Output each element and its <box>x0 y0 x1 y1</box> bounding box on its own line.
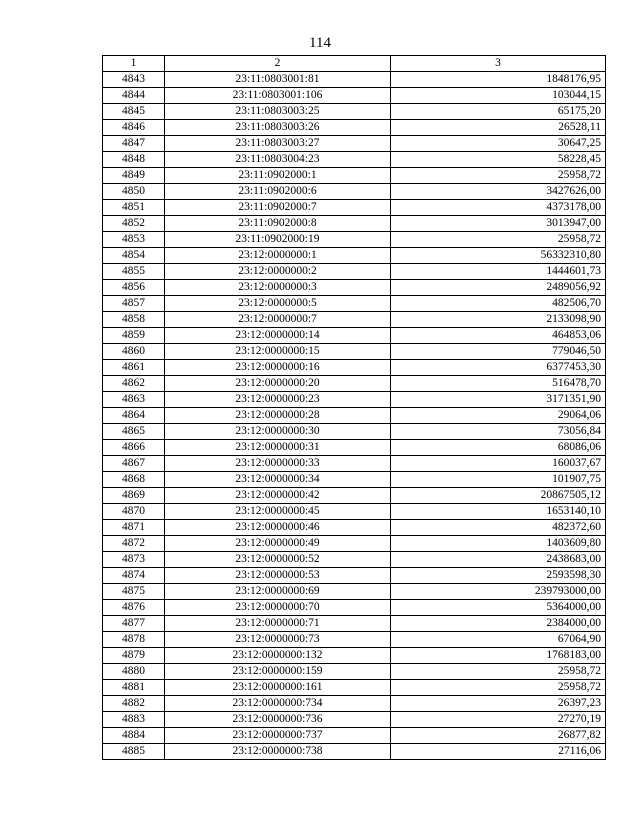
value-cell: 25958,72 <box>391 168 606 184</box>
row-number-cell: 4872 <box>103 536 165 552</box>
table-row <box>103 520 606 536</box>
row-number-cell: 4863 <box>103 392 165 408</box>
table-row <box>103 136 606 152</box>
cadastral-number-cell: 23:12:0000000:132 <box>165 648 391 664</box>
table-row <box>103 280 606 296</box>
row-number-cell: 4874 <box>103 568 165 584</box>
cadastral-number-cell: 23:12:0000000:46 <box>165 520 391 536</box>
value-cell: 25958,72 <box>391 680 606 696</box>
cadastral-number-cell: 23:12:0000000:3 <box>165 280 391 296</box>
row-number-cell: 4853 <box>103 232 165 248</box>
cadastral-number-cell: 23:12:0000000:736 <box>165 712 391 728</box>
value-cell: 6377453,30 <box>391 360 606 376</box>
column-header-2: 2 <box>165 56 391 72</box>
row-number-cell: 4852 <box>103 216 165 232</box>
cadastral-number-cell: 23:12:0000000:2 <box>165 264 391 280</box>
row-number-cell: 4880 <box>103 664 165 680</box>
row-number-cell: 4854 <box>103 248 165 264</box>
table-row <box>103 152 606 168</box>
value-cell: 2384000,00 <box>391 616 606 632</box>
cadastral-number-cell: 23:12:0000000:69 <box>165 584 391 600</box>
table-row <box>103 616 606 632</box>
table-row <box>103 344 606 360</box>
value-cell: 103044,15 <box>391 88 606 104</box>
row-number-cell: 4883 <box>103 712 165 728</box>
cadastral-number-cell: 23:12:0000000:49 <box>165 536 391 552</box>
value-cell: 20867505,12 <box>391 488 606 504</box>
value-cell: 27116,06 <box>391 744 606 760</box>
row-number-cell: 4885 <box>103 744 165 760</box>
cadastral-number-cell: 23:12:0000000:31 <box>165 440 391 456</box>
value-cell: 58228,45 <box>391 152 606 168</box>
header-row <box>103 56 606 72</box>
row-number-cell: 4876 <box>103 600 165 616</box>
cadastral-number-cell: 23:12:0000000:159 <box>165 664 391 680</box>
row-number-cell: 4844 <box>103 88 165 104</box>
value-cell: 25958,72 <box>391 232 606 248</box>
value-cell: 1848176,95 <box>391 72 606 88</box>
cadastral-number-cell: 23:11:0902000:8 <box>165 216 391 232</box>
row-number-cell: 4866 <box>103 440 165 456</box>
cadastral-number-cell: 23:12:0000000:20 <box>165 376 391 392</box>
table-row <box>103 120 606 136</box>
row-number-cell: 4847 <box>103 136 165 152</box>
cadastral-number-cell: 23:12:0000000:30 <box>165 424 391 440</box>
value-cell: 101907,75 <box>391 472 606 488</box>
cadastral-number-cell: 23:12:0000000:734 <box>165 696 391 712</box>
value-cell: 4373178,00 <box>391 200 606 216</box>
table-row <box>103 744 606 760</box>
row-number-cell: 4870 <box>103 504 165 520</box>
value-cell: 65175,20 <box>391 104 606 120</box>
cadastral-number-cell: 23:12:0000000:71 <box>165 616 391 632</box>
cadastral-number-cell: 23:12:0000000:28 <box>165 408 391 424</box>
cadastral-number-cell: 23:12:0000000:53 <box>165 568 391 584</box>
cadastral-number-cell: 23:11:0803001:106 <box>165 88 391 104</box>
value-cell: 2593598,30 <box>391 568 606 584</box>
value-cell: 3171351,90 <box>391 392 606 408</box>
value-cell: 1444601,73 <box>391 264 606 280</box>
value-cell: 5364000,00 <box>391 600 606 616</box>
table-row <box>103 72 606 88</box>
row-number-cell: 4861 <box>103 360 165 376</box>
cadastral-number-cell: 23:12:0000000:45 <box>165 504 391 520</box>
value-cell: 68086,06 <box>391 440 606 456</box>
value-cell: 30647,25 <box>391 136 606 152</box>
table-row <box>103 504 606 520</box>
value-cell: 160037,67 <box>391 456 606 472</box>
table-row <box>103 168 606 184</box>
row-number-cell: 4868 <box>103 472 165 488</box>
table-row <box>103 424 606 440</box>
cadastral-number-cell: 23:11:0902000:1 <box>165 168 391 184</box>
table-row <box>103 104 606 120</box>
table-row <box>103 472 606 488</box>
cadastral-number-cell: 23:12:0000000:34 <box>165 472 391 488</box>
row-number-cell: 4857 <box>103 296 165 312</box>
row-number-cell: 4848 <box>103 152 165 168</box>
table-row <box>103 200 606 216</box>
row-number-cell: 4845 <box>103 104 165 120</box>
table-row <box>103 696 606 712</box>
cadastral-number-cell: 23:11:0902000:19 <box>165 232 391 248</box>
cadastral-number-cell: 23:11:0803003:25 <box>165 104 391 120</box>
row-number-cell: 4878 <box>103 632 165 648</box>
table-row <box>103 632 606 648</box>
cadastral-number-cell: 23:12:0000000:52 <box>165 552 391 568</box>
row-number-cell: 4869 <box>103 488 165 504</box>
cadastral-number-cell: 23:12:0000000:161 <box>165 680 391 696</box>
table-row <box>103 648 606 664</box>
table-row <box>103 184 606 200</box>
row-number-cell: 4865 <box>103 424 165 440</box>
table-row <box>103 456 606 472</box>
value-cell: 482506,70 <box>391 296 606 312</box>
table-header <box>103 56 606 72</box>
cadastral-number-cell: 23:12:0000000:73 <box>165 632 391 648</box>
cadastral-number-cell: 23:12:0000000:7 <box>165 312 391 328</box>
table-row <box>103 728 606 744</box>
cadastral-number-cell: 23:11:0803003:27 <box>165 136 391 152</box>
table-row <box>103 328 606 344</box>
row-number-cell: 4884 <box>103 728 165 744</box>
cadastral-number-cell: 23:12:0000000:42 <box>165 488 391 504</box>
cadastral-number-cell: 23:12:0000000:15 <box>165 344 391 360</box>
cadastral-number-cell: 23:11:0803001:81 <box>165 72 391 88</box>
table-row <box>103 360 606 376</box>
table-row <box>103 680 606 696</box>
table-row <box>103 584 606 600</box>
value-cell: 26397,23 <box>391 696 606 712</box>
table-body <box>103 72 606 760</box>
value-cell: 67064,90 <box>391 632 606 648</box>
table-row <box>103 408 606 424</box>
table-row <box>103 440 606 456</box>
value-cell: 3427626,00 <box>391 184 606 200</box>
table-row <box>103 664 606 680</box>
value-cell: 482372,60 <box>391 520 606 536</box>
cadastral-number-cell: 23:11:0902000:6 <box>165 184 391 200</box>
cadastral-number-cell: 23:12:0000000:16 <box>165 360 391 376</box>
cadastral-number-cell: 23:11:0803004:23 <box>165 152 391 168</box>
value-cell: 26877,82 <box>391 728 606 744</box>
row-number-cell: 4877 <box>103 616 165 632</box>
row-number-cell: 4846 <box>103 120 165 136</box>
value-cell: 2489056,92 <box>391 280 606 296</box>
row-number-cell: 4859 <box>103 328 165 344</box>
column-header-1: 1 <box>103 56 165 72</box>
value-cell: 1653140,10 <box>391 504 606 520</box>
cadastral-number-cell: 23:12:0000000:1 <box>165 248 391 264</box>
table-row <box>103 264 606 280</box>
value-cell: 27270,19 <box>391 712 606 728</box>
table-row <box>103 232 606 248</box>
table-row <box>103 88 606 104</box>
row-number-cell: 4858 <box>103 312 165 328</box>
row-number-cell: 4850 <box>103 184 165 200</box>
value-cell: 2133098,90 <box>391 312 606 328</box>
value-cell: 464853,06 <box>391 328 606 344</box>
cadastral-number-cell: 23:12:0000000:737 <box>165 728 391 744</box>
column-header-3: 3 <box>391 56 606 72</box>
table-row <box>103 376 606 392</box>
row-number-cell: 4856 <box>103 280 165 296</box>
table-row <box>103 536 606 552</box>
table-row <box>103 568 606 584</box>
cadastral-number-cell: 23:12:0000000:5 <box>165 296 391 312</box>
table-row <box>103 312 606 328</box>
value-cell: 25958,72 <box>391 664 606 680</box>
value-cell: 1768183,00 <box>391 648 606 664</box>
row-number-cell: 4855 <box>103 264 165 280</box>
table-row <box>103 552 606 568</box>
value-cell: 29064,06 <box>391 408 606 424</box>
row-number-cell: 4849 <box>103 168 165 184</box>
row-number-cell: 4881 <box>103 680 165 696</box>
row-number-cell: 4864 <box>103 408 165 424</box>
row-number-cell: 4873 <box>103 552 165 568</box>
registry-table <box>102 55 606 760</box>
row-number-cell: 4879 <box>103 648 165 664</box>
table-row <box>103 216 606 232</box>
table-row <box>103 392 606 408</box>
table-row <box>103 600 606 616</box>
value-cell: 1403609,80 <box>391 536 606 552</box>
row-number-cell: 4862 <box>103 376 165 392</box>
value-cell: 3013947,00 <box>391 216 606 232</box>
row-number-cell: 4871 <box>103 520 165 536</box>
table-row <box>103 712 606 728</box>
cadastral-number-cell: 23:12:0000000:23 <box>165 392 391 408</box>
row-number-cell: 4875 <box>103 584 165 600</box>
value-cell: 239793000,00 <box>391 584 606 600</box>
row-number-cell: 4882 <box>103 696 165 712</box>
table-row <box>103 488 606 504</box>
cadastral-number-cell: 23:12:0000000:738 <box>165 744 391 760</box>
cadastral-number-cell: 23:12:0000000:70 <box>165 600 391 616</box>
cadastral-number-cell: 23:12:0000000:14 <box>165 328 391 344</box>
row-number-cell: 4867 <box>103 456 165 472</box>
value-cell: 516478,70 <box>391 376 606 392</box>
value-cell: 2438683,00 <box>391 552 606 568</box>
value-cell: 73056,84 <box>391 424 606 440</box>
value-cell: 779046,50 <box>391 344 606 360</box>
cadastral-number-cell: 23:12:0000000:33 <box>165 456 391 472</box>
table-row <box>103 248 606 264</box>
value-cell: 26528,11 <box>391 120 606 136</box>
table-row <box>103 296 606 312</box>
row-number-cell: 4843 <box>103 72 165 88</box>
cadastral-number-cell: 23:11:0902000:7 <box>165 200 391 216</box>
cadastral-number-cell: 23:11:0803003:26 <box>165 120 391 136</box>
row-number-cell: 4860 <box>103 344 165 360</box>
row-number-cell: 4851 <box>103 200 165 216</box>
page-number: 114 <box>309 35 331 51</box>
value-cell: 56332310,80 <box>391 248 606 264</box>
